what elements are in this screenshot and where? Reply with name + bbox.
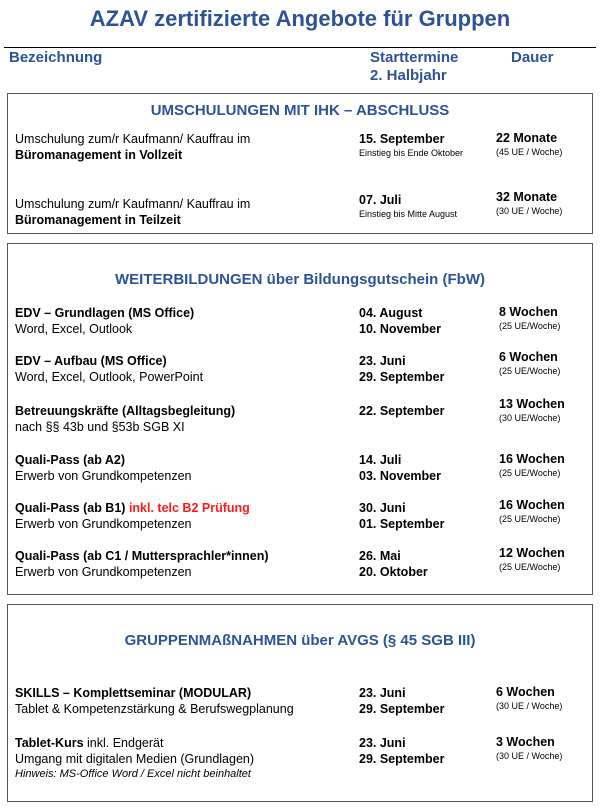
duration-value: 22 Monate xyxy=(496,131,558,145)
course-line2: Erwerb von Grundkompetenzen xyxy=(15,517,192,531)
course-name xyxy=(15,196,355,228)
course-line2: Erwerb von Grundkompetenzen xyxy=(15,565,192,579)
course-line2: Büromanagement in Teilzeit xyxy=(15,213,181,227)
start-dates xyxy=(359,685,444,717)
course-line2: nach §§ 43b und §53b SGB XI xyxy=(15,420,185,434)
course-line1: Quali-Pass (ab A2) xyxy=(15,453,125,467)
col-header-name: Bezeichnung xyxy=(9,49,103,66)
duration-note: (45 UE / Woche) xyxy=(496,147,563,157)
course-line2: Büromanagement in Vollzeit xyxy=(15,148,183,162)
duration xyxy=(499,305,560,332)
start-dates xyxy=(359,403,444,419)
duration xyxy=(496,685,562,712)
duration-note: (25 UE/Woche) xyxy=(499,514,561,524)
course-name xyxy=(15,131,355,163)
start-date: 04. August xyxy=(359,306,423,320)
duration-value: 6 Wochen xyxy=(499,350,558,364)
course-extra: inkl. Endgerät xyxy=(83,736,164,750)
start-date: 03. November xyxy=(359,469,441,483)
course-line2: Tablet & Kompetenzstärkung & Berufswegplanung xyxy=(15,702,294,716)
course-line1: EDV – Grundlagen (MS Office) xyxy=(15,306,195,320)
start-date: 29. September xyxy=(359,752,445,766)
start-dates xyxy=(359,500,444,532)
course-hint: Hinweis: MS-Office Word / Excel nicht beinhaltet xyxy=(15,768,251,780)
start-note: Einstieg bis Mitte August xyxy=(359,209,458,219)
course-line1: EDV – Aufbau (MS Office) xyxy=(15,354,167,368)
start-date: 23. Juni xyxy=(359,354,406,368)
start-date: 10. November xyxy=(359,322,441,336)
page-title: AZAV zertifizierte Angebote für Gruppen xyxy=(89,6,511,31)
start-note: Einstieg bis Ende Oktober xyxy=(359,148,464,158)
duration-value: 16 Wochen xyxy=(499,498,565,512)
duration-value: 8 Wochen xyxy=(499,305,558,319)
duration xyxy=(499,350,560,377)
duration-note: (30 UE / Woche) xyxy=(496,751,563,761)
duration xyxy=(496,190,562,217)
start-date: 22. September xyxy=(359,404,445,418)
course-name xyxy=(15,305,355,337)
course-line1 xyxy=(15,500,355,516)
duration xyxy=(499,546,565,573)
course-line1: Umschulung zum/r Kaufmann/ Kauffrau im xyxy=(15,132,251,146)
start-dates xyxy=(359,548,428,580)
start-date: 14. Juli xyxy=(359,453,402,467)
start-date: 15. September xyxy=(359,132,445,146)
duration-note: (30 UE / Woche) xyxy=(496,701,563,711)
start-date: 23. Juni xyxy=(359,686,406,700)
course-line1: Umschulung zum/r Kaufmann/ Kauffrau im xyxy=(15,197,251,211)
duration-value: 13 Wochen xyxy=(499,397,565,411)
duration-note: (25 UE/Woche) xyxy=(499,321,561,331)
start-dates xyxy=(359,452,441,484)
course-line1: Betreuungskräfte (Alltagsbegleitung) xyxy=(15,404,236,418)
start-date: 07. Juli xyxy=(359,193,402,207)
duration-note: (25 UE/Woche) xyxy=(499,562,561,572)
col-header-start-line2: 2. Halbjahr xyxy=(370,67,447,84)
start-date: 01. September xyxy=(359,517,445,531)
start-date: 29. September xyxy=(359,702,445,716)
course-name xyxy=(15,735,355,781)
duration-note: (25 UE/Woche) xyxy=(499,366,561,376)
duration-note: (30 UE/Woche) xyxy=(499,413,561,423)
course-title: Tablet-Kurs xyxy=(15,736,84,750)
col-header-start-line1: Starttermine xyxy=(370,49,459,66)
course-line2: Erwerb von Grundkompetenzen xyxy=(15,469,192,483)
duration-value: 6 Wochen xyxy=(496,685,555,699)
section-title: UMSCHULUNGEN MIT IHK – ABSCHLUSS xyxy=(150,102,450,119)
section-title: WEITERBILDUNGEN über Bildungsgutschein (FbW) xyxy=(115,271,485,288)
course-name xyxy=(15,685,355,717)
course-line1: Quali-Pass (ab C1 / Muttersprachler*innen) xyxy=(15,549,269,563)
course-name xyxy=(15,500,355,532)
start-dates xyxy=(359,735,444,767)
duration-note: (30 UE / Woche) xyxy=(496,206,563,216)
section-title: GRUPPENMAßNAHMEN über AVGS (§ 45 SGB III) xyxy=(124,632,476,649)
col-header-start xyxy=(370,49,458,85)
course-line1: SKILLS – Komplettseminar (MODULAR) xyxy=(15,686,252,700)
duration-value: 16 Wochen xyxy=(499,452,565,466)
course-name xyxy=(15,548,355,580)
duration xyxy=(499,397,565,424)
course-line2: Umgang mit digitalen Medien (Grundlagen) xyxy=(15,752,255,766)
course-name xyxy=(15,353,355,385)
duration xyxy=(496,131,562,158)
course-line2: Word, Excel, Outlook xyxy=(15,322,133,336)
course-title: Quali-Pass (ab B1) xyxy=(15,501,126,515)
start-date: 26. Mai xyxy=(359,549,401,563)
start-dates xyxy=(359,353,444,385)
duration-note: (25 UE/Woche) xyxy=(499,468,561,478)
duration-value: 12 Wochen xyxy=(499,546,565,560)
col-header-duration: Dauer xyxy=(511,49,554,66)
start-dates xyxy=(359,305,441,337)
header-rule xyxy=(4,47,596,48)
exam-highlight: inkl. telc B2 Prüfung xyxy=(128,501,250,515)
duration xyxy=(499,498,565,525)
start-date: 30. Juni xyxy=(359,501,406,515)
start-dates xyxy=(359,192,457,220)
duration xyxy=(499,452,565,479)
duration-value: 3 Wochen xyxy=(496,735,555,749)
duration-value: 32 Monate xyxy=(496,190,558,204)
course-name xyxy=(15,403,355,435)
duration xyxy=(496,735,562,762)
course-line2: Word, Excel, Outlook, PowerPoint xyxy=(15,370,204,384)
start-date: 23. Juni xyxy=(359,736,406,750)
start-date: 29. September xyxy=(359,370,445,384)
course-name xyxy=(15,452,355,484)
start-date: 20. Oktober xyxy=(359,565,428,579)
course-line1 xyxy=(15,735,355,751)
start-dates xyxy=(359,131,463,159)
